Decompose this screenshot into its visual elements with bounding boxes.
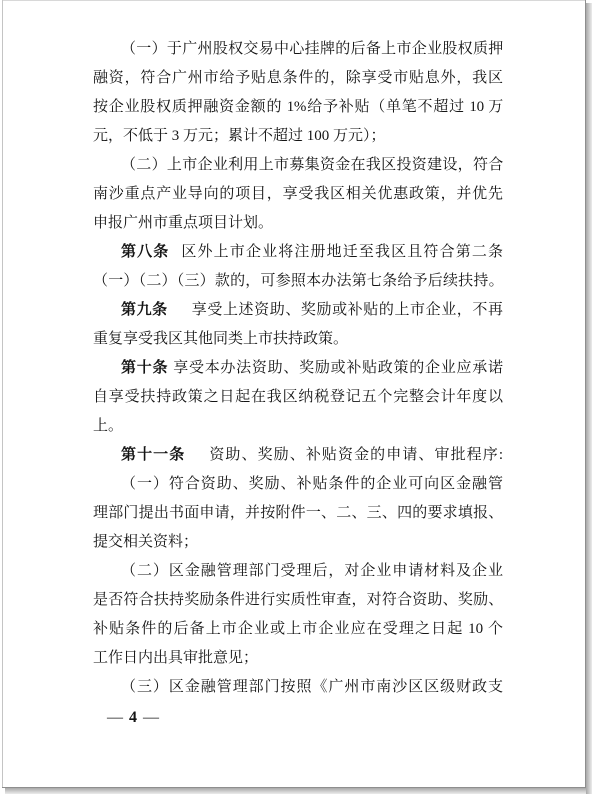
article-9 xyxy=(93,296,503,354)
page-border-left xyxy=(2,0,3,787)
text-line: 是否符合扶持奖励条件进行实质性审查，对符合资助、奖励、 xyxy=(93,592,503,608)
text-line xyxy=(93,238,503,267)
text-line: 上。 xyxy=(93,418,124,434)
page-border-top xyxy=(2,0,586,1)
page-number-dash-right: — xyxy=(143,709,159,726)
text-line: 元，不低于 3 万元；累计不超过 100 万元）； xyxy=(93,128,386,144)
page-shadow-right xyxy=(586,3,592,794)
page-shadow-bottom xyxy=(5,788,586,794)
text-line: （一）于广州股权交易中心挂牌的后备上市企业股权质押 xyxy=(121,41,503,57)
article-heading: 第十一条 xyxy=(121,447,186,463)
article-text: 享受上述资助、奖励或补贴的上市企业，不再 xyxy=(191,302,503,318)
text-line xyxy=(93,354,503,383)
text-line: （一）（二）（三）款的，可参照本办法第七条给予后续扶持。 xyxy=(93,273,503,289)
text-line: （一）符合资助、奖励、补贴条件的企业可向区金融管 xyxy=(121,476,503,492)
text-line: 补贴条件的后备上市企业或上市企业应在受理之日起 10 个 xyxy=(93,621,503,637)
text-line: 自享受扶持政策之日起在我区纳税登记五个完整会计年度以 xyxy=(93,389,503,405)
article-heading: 第八条 xyxy=(121,244,170,260)
article-10 xyxy=(93,354,503,441)
text-line: （三）区金融管理部门按照《广州市南沙区区级财政支 xyxy=(121,679,503,695)
text-line: 工作日内出具审批意见； xyxy=(93,650,259,666)
paragraph-clause-1 xyxy=(93,35,503,151)
body-text xyxy=(93,35,503,702)
text-line: 提交相关资料； xyxy=(93,534,199,550)
text-line: 重复享受我区其他同类上市扶持政策。 xyxy=(93,331,349,347)
page-number-value: 4 xyxy=(129,709,137,726)
article-text: 区外上市企业将注册地迁至我区且符合第二条 xyxy=(181,244,503,260)
article-text: 享受本办法资助、奖励或补贴政策的企业应承诺 xyxy=(173,360,503,376)
text-line: 融资，符合广州市给予贴息条件的，除享受市贴息外，我区 xyxy=(93,70,503,86)
text-line: 南沙重点产业导向的项目，享受我区相关优惠政策，并优先 xyxy=(93,186,503,202)
text-line: 按企业股权质押融资金额的 1%给予补贴（单笔不超过 10 万 xyxy=(93,99,503,115)
text-line: 申报广州市重点项目计划。 xyxy=(93,215,274,231)
article-8 xyxy=(93,238,503,296)
paragraph-clause-2 xyxy=(93,151,503,238)
paragraph-procedure-2 xyxy=(93,557,503,673)
text-line: （二）上市企业利用上市募集资金在我区投资建设，符合 xyxy=(121,157,503,173)
text-line xyxy=(93,296,503,325)
article-11 xyxy=(93,441,503,470)
text-line xyxy=(93,441,503,470)
paragraph-procedure-3 xyxy=(93,673,503,702)
article-text: 资助、奖励、补贴资金的申请、审批程序: xyxy=(209,447,503,463)
article-heading: 第十条 xyxy=(121,360,169,376)
paragraph-procedure-1 xyxy=(93,470,503,557)
page-number-dash-left: — xyxy=(107,709,123,726)
article-heading: 第九条 xyxy=(121,302,168,318)
page-number xyxy=(107,703,159,732)
text-line: （二）区金融管理部门受理后，对企业申请材料及企业 xyxy=(121,563,503,579)
text-line: 理部门提出书面申请，并按附件一、二、三、四的要求填报、 xyxy=(93,505,503,521)
